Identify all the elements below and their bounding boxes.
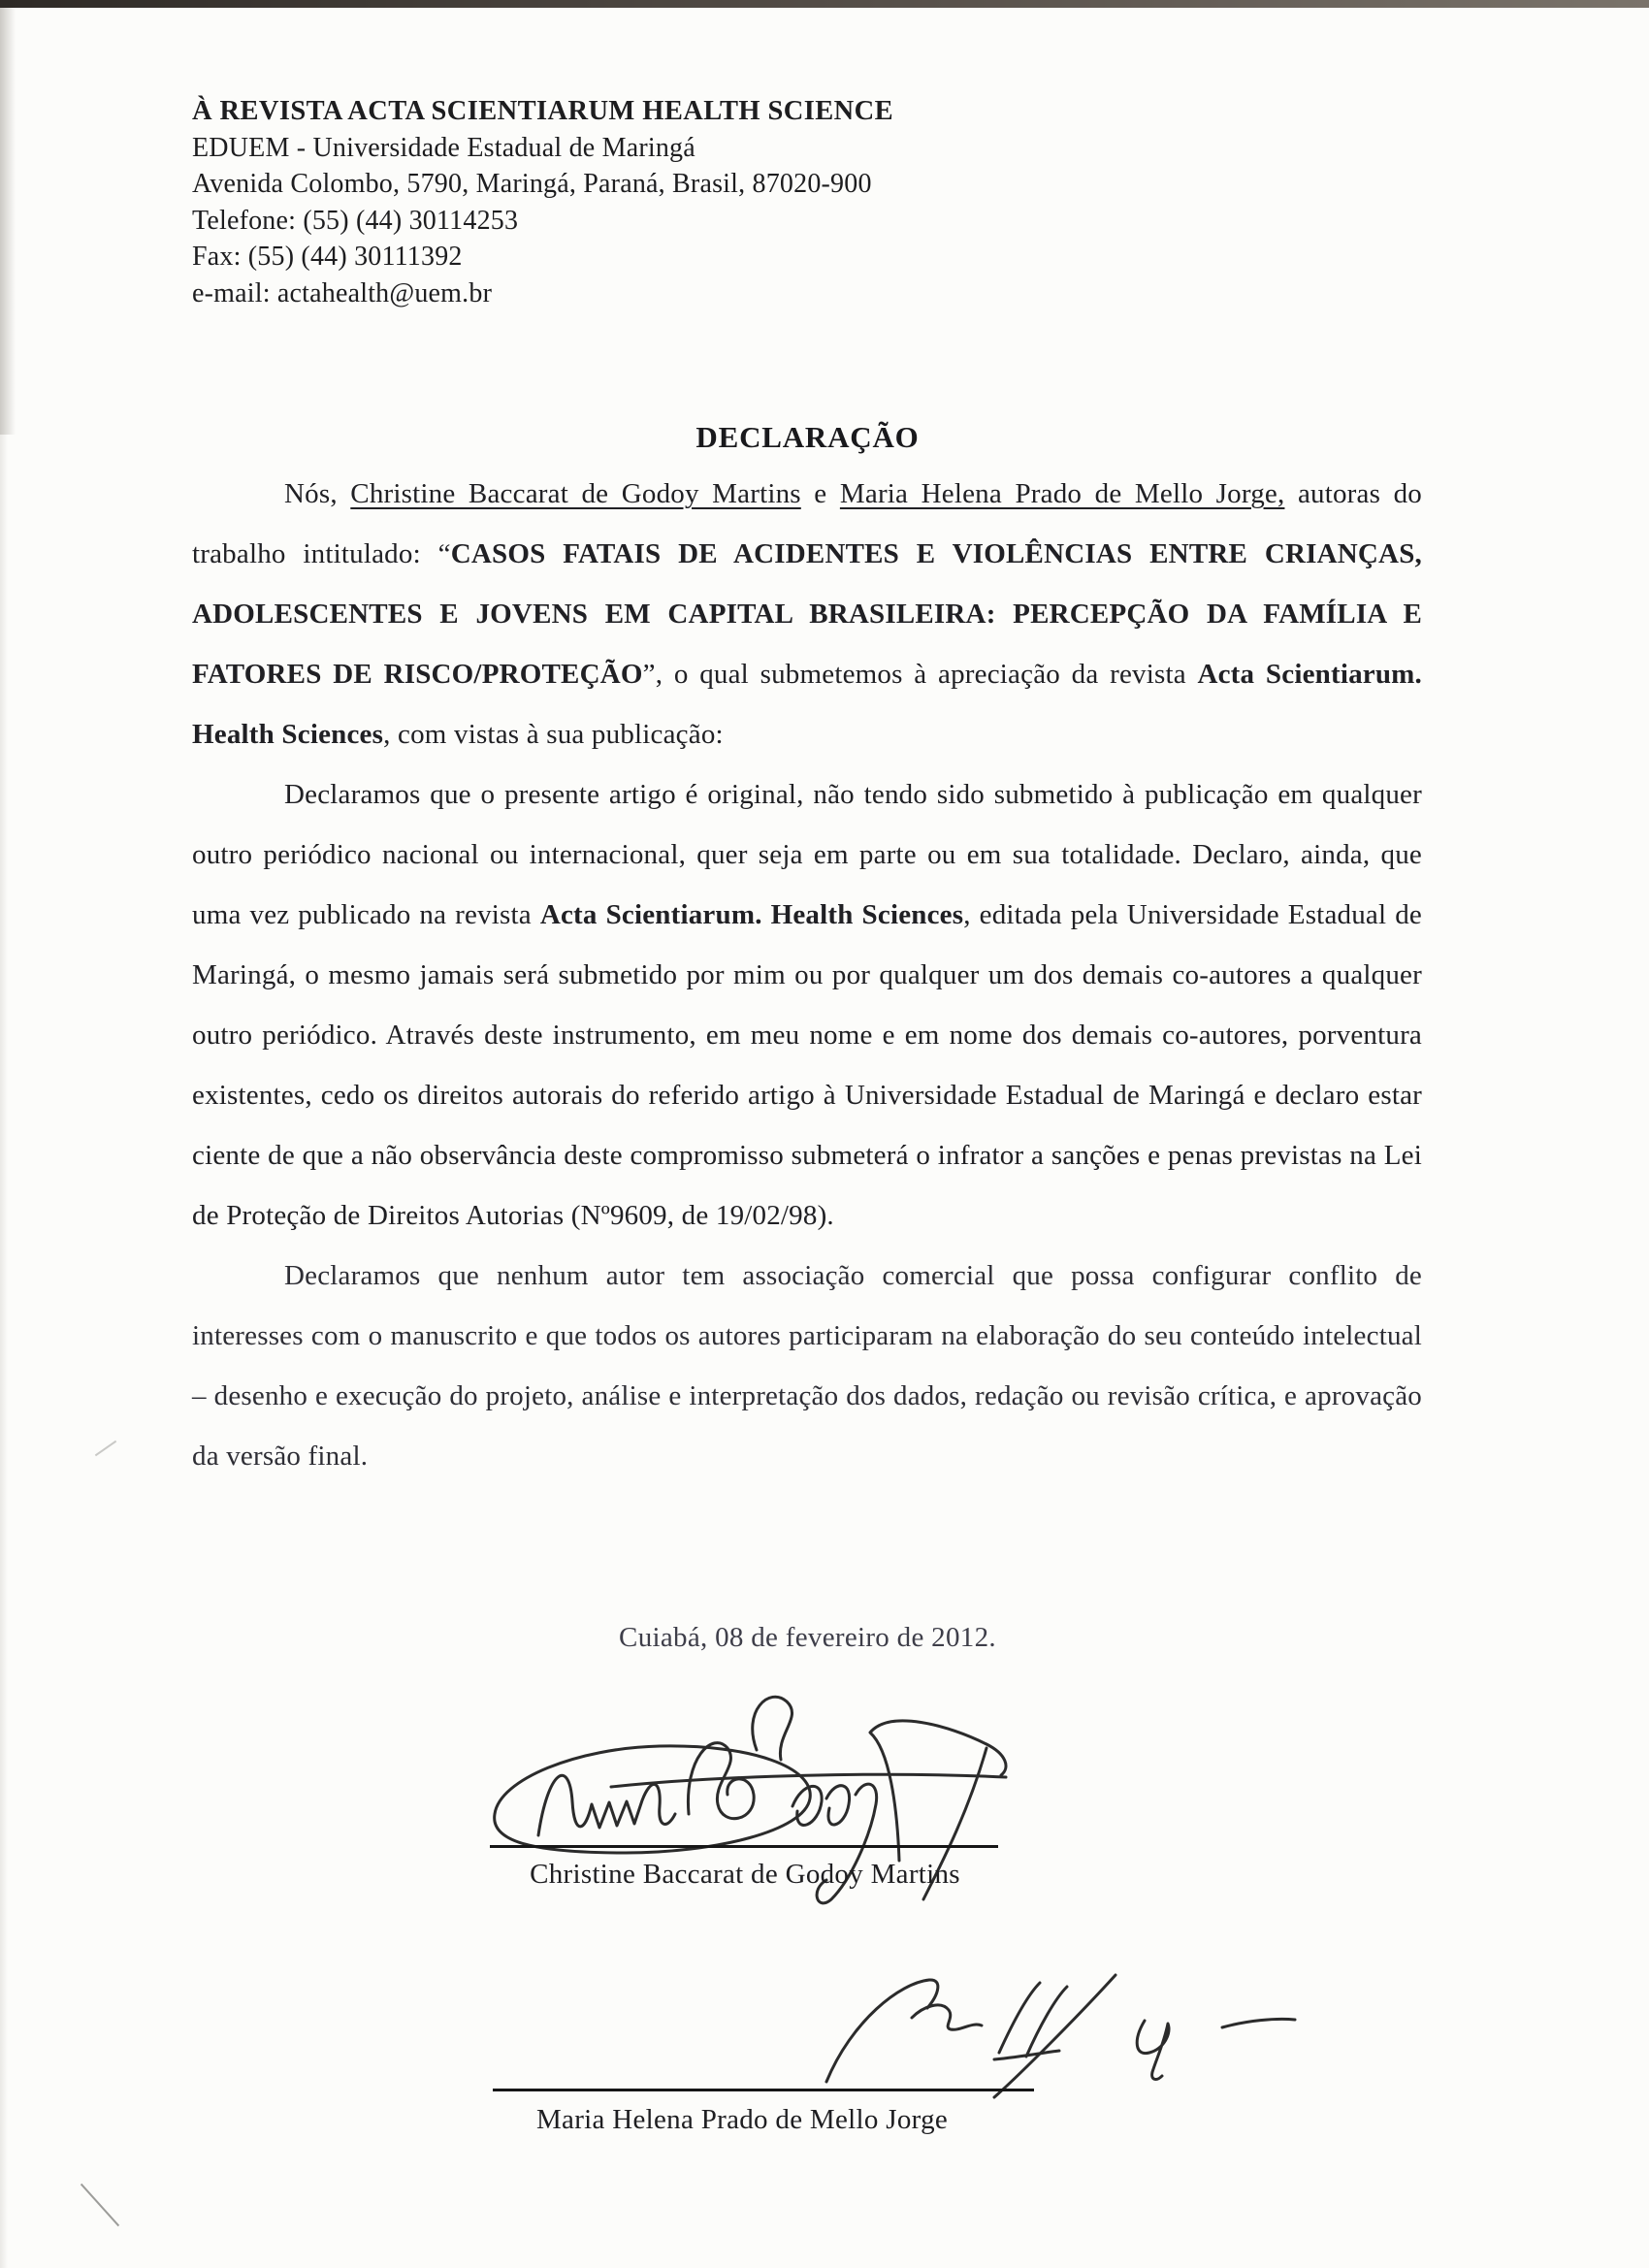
journal-name-bold-2: Acta Scientiarum. Health Sciences	[539, 899, 964, 930]
intro-text: Nós,	[284, 478, 351, 509]
date-line: Cuiabá, 08 de fevereiro de 2012.	[619, 1622, 996, 1653]
publisher-line: EDUEM - Universidade Estadual de Maringá	[192, 132, 695, 163]
originality-text-2: , editada pela Universidade Estadual de Maringá, o mesmo jamais será submetido por mim ou por qualquer um dos demais co-autores a qualquer outro periódico. Através deste instrumento, em meu nome e em nome dos demais co-autores, porventura existentes, cedo os direitos autorais do referido artigo à Universidade Estadual de Maringá e declaro estar ciente de que a não observância deste compromisso submeterá o infrator a sanções e penas previstas na Lei de Proteção de Direitos Autorias (Nº9609, de 19/02/98).	[192, 899, 1422, 1231]
journal-name-line: À REVISTA ACTA SCIENTIARUM HEALTH SCIENCE	[192, 96, 894, 126]
signature-christine-handwriting	[480, 1690, 1023, 1930]
document-title: DECLARAÇÃO	[695, 419, 920, 454]
recipient-address-block	[192, 93, 893, 311]
author-2-name: Maria Helena Prado de Mello Jorge,	[839, 478, 1285, 509]
signature-line-1	[490, 1845, 998, 1848]
submission-text: ”, o qual submetemos à apreciação da revista	[642, 659, 1198, 690]
work-intro-text: autoras do trabalho intitulado: “	[192, 478, 1422, 569]
fax-line: Fax: (55) (44) 30111392	[192, 242, 463, 272]
declaration-body	[192, 464, 1422, 1486]
paragraph-authors-and-title	[192, 464, 1422, 764]
scan-left-edge-shadow-lower	[0, 435, 8, 2268]
email-line: e-mail: actahealth@uem.br	[192, 277, 493, 308]
address-line: Avenida Colombo, 5790, Maringá, Paraná, Brasil, 87020-900	[192, 169, 872, 199]
originality-text-1: Declaramos que o presente artigo é original, não tendo sido submetido à publicação em qualquer outro periódico nacional ou internacional, quer seja em parte ou em sua totalidade. Declaro, ainda, que uma vez publicado na revista	[192, 779, 1422, 930]
scan-scratch-mark-bottom	[81, 2184, 119, 2226]
paragraph-conflict-of-interest: Declaramos que nenhum autor tem associação comercial que possa configurar conflito de interesses com o manuscrito e que todos os autores participaram na elaboração do seu conteúdo intelectual – desenho e execução do projeto, análise e interpretação dos dados, redação ou revisão crítica, e aprovação da versão final.	[192, 1260, 1422, 1472]
phone-line: Telefone: (55) (44) 30114253	[192, 205, 519, 236]
scan-scratch-mark	[95, 1441, 116, 1457]
signature-name-christine: Christine Baccarat de Godoy Martins	[530, 1859, 960, 1890]
closing-text: , com vistas à sua publicação:	[383, 719, 724, 750]
connector-text: e	[800, 478, 840, 509]
scan-left-edge-shadow	[0, 8, 16, 435]
scan-top-edge-artifact	[0, 0, 1649, 8]
paragraph-originality	[192, 764, 1422, 1246]
author-1-name: Christine Baccarat de Godoy Martins	[350, 478, 801, 509]
journal-name-bold: Acta Scientiarum. Health Sciences	[192, 659, 1422, 750]
article-title-text: CASOS FATAIS DE ACIDENTES E VIOLÊNCIAS ENTRE CRIANÇAS, ADOLESCENTES E JOVENS EM CAPITAL BRASILEIRA: PERCEPÇÃO DA FAMÍLIA E FATORES DE RISCO/PROTEÇÃO	[192, 538, 1422, 690]
signature-line-2	[493, 2089, 1034, 2091]
signature-name-maria: Maria Helena Prado de Mello Jorge	[535, 2104, 949, 2135]
